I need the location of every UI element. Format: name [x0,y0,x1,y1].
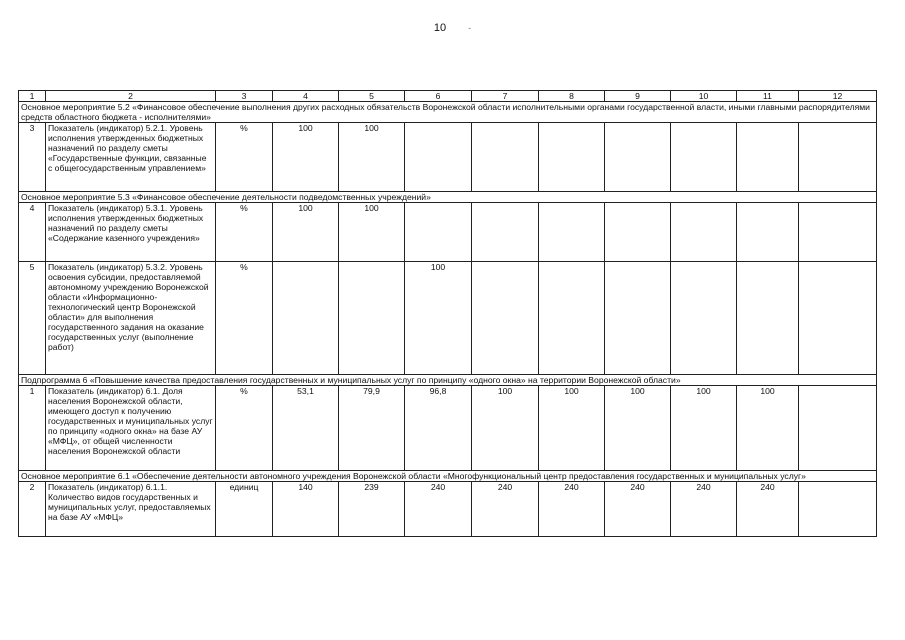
subprogram-6: Подпрограмма 6 «Повышение качества предоставления государственных и муниципальных услуг по принципу «одного окна» на территории Воронежской области» [19,375,877,386]
table-row [19,386,877,471]
section-6-1: Основное мероприятие 6.1 «Обеспечение деятельности автономного учреждения Воронежской области «Многофункциональный центр предоставления государственных и муниципальных услуг» [19,471,877,482]
table-row [19,262,877,375]
header-cell: 10 [671,91,737,102]
value-cell [472,262,539,375]
value-cell: 100 [339,203,405,262]
header-cell: 2 [46,91,216,102]
page-mark: - [468,23,472,33]
header-cell: 5 [339,91,405,102]
header-cell: 6 [405,91,472,102]
value-cell: 140 [273,482,339,537]
unit-cell: % [216,203,273,262]
value-cell [671,123,737,192]
unit-cell: единиц [216,482,273,537]
row-number: 3 [19,123,46,192]
value-cell [737,262,799,375]
row-number: 4 [19,203,46,262]
table-row [19,123,877,192]
value-cell [737,203,799,262]
value-cell: 100 [273,123,339,192]
header-cell: 11 [737,91,799,102]
value-cell: 96,8 [405,386,472,471]
value-cell [539,203,605,262]
value-cell: 53,1 [273,386,339,471]
indicator-name: Показатель (индикатор) 5.3.1. Уровень исполнения утвержденных бюджетных назначений по разделу сметы «Содержание казенного учреждения» [46,203,216,262]
value-cell: 100 [339,123,405,192]
value-cell: 240 [472,482,539,537]
value-cell [799,262,877,375]
value-cell [405,203,472,262]
section-5-2: Основное мероприятие 5.2 «Финансовое обеспечение выполнения других расходных обязательств Воронежской области исполнительными органами государственной власти, иными главными распорядителями средств областного бюджета - исполнителями» [19,102,877,123]
section-row [19,471,877,482]
value-cell [799,203,877,262]
value-cell [605,203,671,262]
value-cell [799,123,877,192]
table-row [19,203,877,262]
value-cell [273,262,339,375]
value-cell: 100 [405,262,472,375]
header-cell: 9 [605,91,671,102]
value-cell [605,262,671,375]
value-cell [539,262,605,375]
header-cell: 7 [472,91,539,102]
value-cell: 240 [605,482,671,537]
header-cell: 3 [216,91,273,102]
value-cell [799,386,877,471]
header-cell: 4 [273,91,339,102]
value-cell [472,203,539,262]
unit-cell: % [216,262,273,375]
page-number [0,22,905,34]
value-cell: 79,9 [339,386,405,471]
unit-cell: % [216,386,273,471]
header-cell: 1 [19,91,46,102]
header-row [19,91,877,102]
section-row [19,375,877,386]
value-cell [671,262,737,375]
value-cell: 240 [539,482,605,537]
value-cell: 240 [671,482,737,537]
section-row [19,192,877,203]
header-cell: 8 [539,91,605,102]
value-cell: 100 [539,386,605,471]
indicator-name: Показатель (индикатор) 5.2.1. Уровень исполнения утвержденных бюджетных назначений по разделу сметы «Государственные функции, связанные с общегосударственным управлением» [46,123,216,192]
row-number: 2 [19,482,46,537]
header-cell: 12 [799,91,877,102]
value-cell [339,262,405,375]
value-cell: 100 [605,386,671,471]
value-cell [539,123,605,192]
value-cell [799,482,877,537]
value-cell [737,123,799,192]
row-number: 1 [19,386,46,471]
row-number: 5 [19,262,46,375]
indicator-name: Показатель (индикатор) 5.3.2. Уровень освоения субсидии, предоставляемой автономному учреждению Воронежской области «Информационно-технологический центр Воронежской области» для выполнения государственного задания на оказание государственных услуг (выполнение работ) [46,262,216,375]
value-cell: 240 [405,482,472,537]
section-5-3: Основное мероприятие 5.3 «Финансовое обеспечение деятельности подведомственных учреждений» [19,192,877,203]
indicators-table [18,90,877,537]
value-cell [405,123,472,192]
indicator-name: Показатель (индикатор) 6.1.1. Количество видов государственных и муниципальных услуг, предоставляемых на базе АУ «МФЦ» [46,482,216,537]
value-cell [671,203,737,262]
value-cell: 240 [737,482,799,537]
unit-cell: % [216,123,273,192]
value-cell [605,123,671,192]
value-cell: 239 [339,482,405,537]
value-cell: 100 [737,386,799,471]
table-row [19,482,877,537]
page-number-value: 10 [433,22,447,34]
section-row [19,102,877,123]
value-cell [472,123,539,192]
value-cell: 100 [472,386,539,471]
value-cell: 100 [273,203,339,262]
value-cell: 100 [671,386,737,471]
indicator-name: Показатель (индикатор) 6.1. Доля населения Воронежской области, имеющего доступ к получению государственных и муниципальных услуг по принципу «одного окна» на базе АУ «МФЦ», от общей численности населения Воронежской области [46,386,216,471]
